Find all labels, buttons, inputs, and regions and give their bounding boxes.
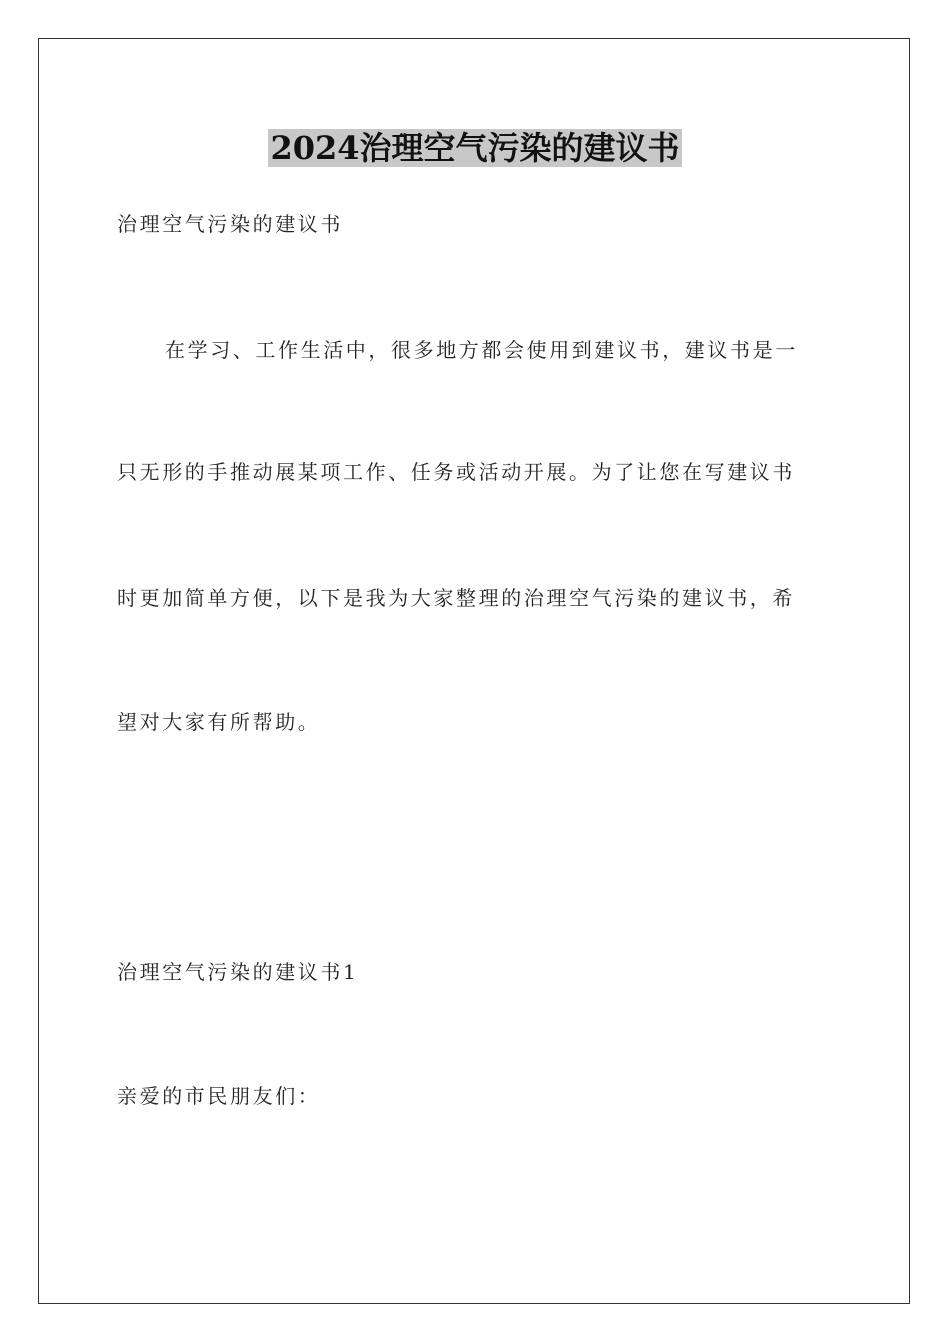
section-heading: 治理空气污染的建议书1 (117, 960, 359, 984)
document-title-text: 2024治理空气污染的建议书 (270, 129, 680, 167)
intro-line-2: 只无形的手推动展某项工作、任务或活动开展。为了让您在写建议书 (117, 460, 795, 484)
intro-line-3: 时更加简单方便，以下是我为大家整理的治理空气污染的建议书，希 (117, 586, 795, 610)
intro-line-4: 望对大家有所帮助。 (117, 710, 321, 734)
salutation: 亲爱的市民朋友们： (117, 1084, 321, 1108)
intro-line-1: 在学习、工作生活中，很多地方都会使用到建议书，建议书是一 (165, 338, 798, 362)
document-subtitle: 治理空气污染的建议书 (117, 212, 343, 236)
document-title (0, 124, 950, 172)
